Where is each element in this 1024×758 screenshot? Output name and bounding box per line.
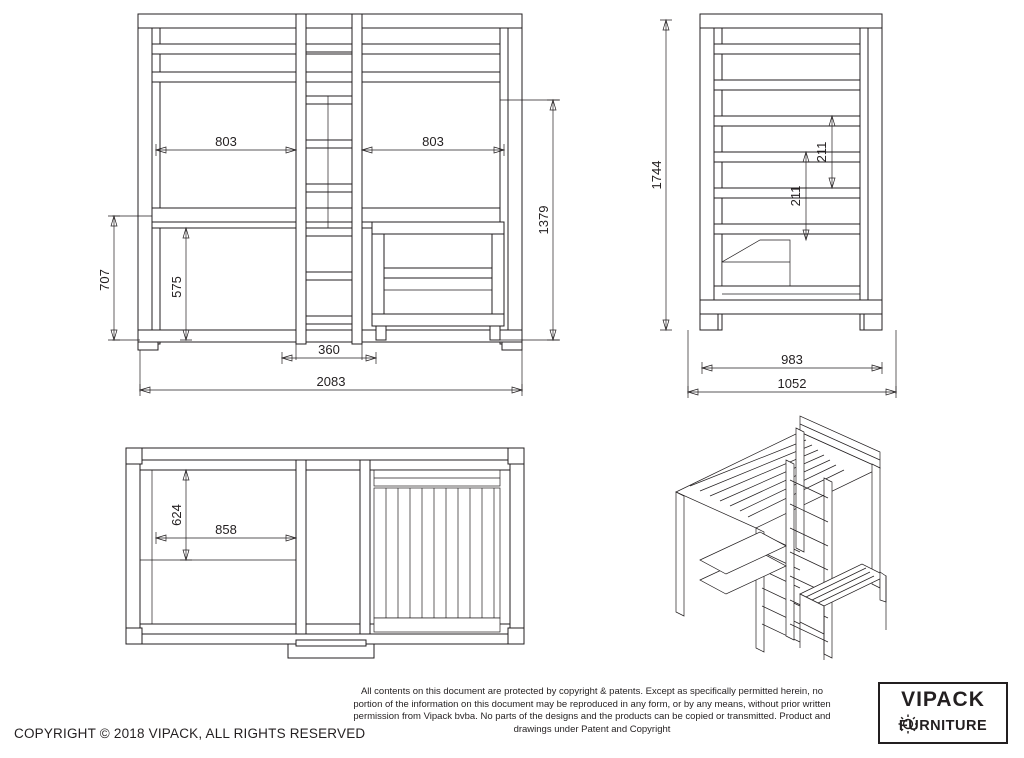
dim-side-1744: 1744 [649,160,664,190]
vipack-logo [878,682,1008,744]
logo-brand-name: VIPACK [901,688,985,711]
front-elevation-view [97,14,560,396]
logo-brand-subtitle: FURNITURE [898,718,988,734]
dim-front-707: 707 [97,269,112,291]
copyright-text: COPYRIGHT © 2018 VIPACK, ALL RIGHTS RESERVED [14,726,366,741]
dim-front-1379: 1379 [536,205,551,235]
dim-side-983: 983 [781,352,803,367]
dim-front-575: 575 [169,276,184,298]
dim-front-803-left: 803 [215,134,237,149]
dim-top-858: 858 [215,522,237,537]
dim-side-1052: 1052 [777,376,807,391]
dim-side-211-upper: 211 [814,141,829,163]
dim-front-803-right: 803 [422,134,444,149]
legal-note: All contents on this document are protected by copyright & patents. Except as specifically permitted herein, no portion of the information on this document may be reproduced in any form, or by any means, without prior written permission from Vipack bvba. No parts of the designs and the products can be copied or transmitted. Product and drawings under Patent and Copyright [353,686,831,735]
dim-front-360: 360 [318,342,340,357]
isometric-view [676,416,886,660]
top-plan-view [126,448,524,658]
dim-top-624: 624 [169,504,184,526]
dim-side-211-lower: 211 [788,185,803,207]
dim-front-2083: 2083 [316,374,346,389]
side-elevation-view [649,14,896,398]
